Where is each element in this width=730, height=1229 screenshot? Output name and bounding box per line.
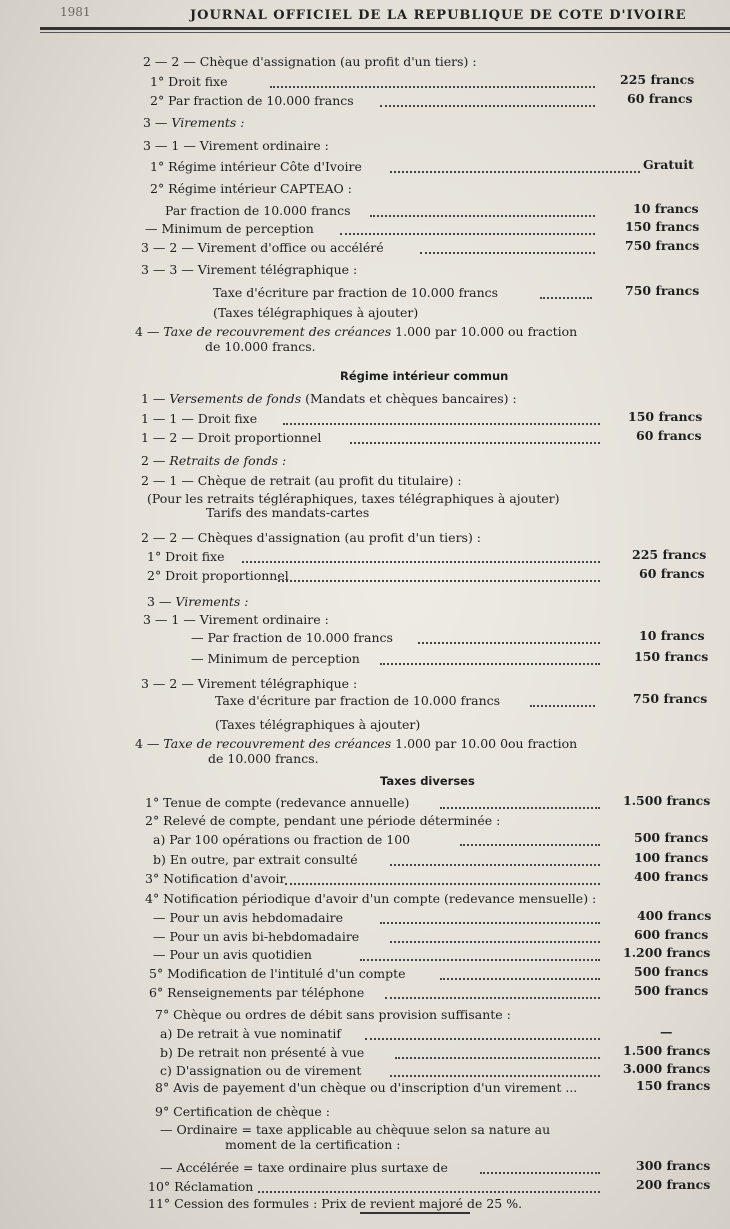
tariff-line [215, 717, 420, 732]
line-italic-text: Taxe de recouvrement des créances [163, 324, 392, 339]
header-rule-thin [40, 32, 730, 33]
line-text: 2° Droit proportionnel [147, 568, 289, 583]
line-text: — Pour un avis bi-hebdomadaire [153, 929, 360, 944]
tariff-value: 400 francs [637, 908, 712, 923]
leader-dots [390, 1073, 600, 1077]
tariff-value: 100 francs [634, 850, 709, 865]
line-text: 4 — [135, 324, 164, 339]
tariff-value: — [660, 1024, 673, 1039]
tariff-line [141, 411, 257, 426]
line-text: 7° Chèque ou ordres de débit sans provision suffisante : [155, 1007, 511, 1022]
leader-dots [480, 1170, 600, 1174]
tariff-value: 500 francs [634, 964, 709, 979]
line-italic-text: Virements : [175, 594, 249, 609]
tariff-value: 1.200 francs [623, 945, 711, 960]
line-text: 8° Avis de payement d'un chèque ou d'inscription d'un virement ... [155, 1080, 578, 1095]
tariff-line [147, 491, 559, 506]
tariff-line [143, 612, 329, 627]
tariff-value: 10 francs [639, 628, 705, 643]
tariff-line [141, 240, 384, 255]
line-text: Taxe d'écriture par fraction de 10.000 francs [213, 285, 499, 300]
tariff-value: 1.500 francs [623, 793, 711, 808]
line-text: 9° Certification de chèque : [155, 1104, 330, 1119]
leader-dots [395, 1055, 600, 1059]
line-text: 3 — [143, 115, 172, 130]
line-text: 2 — 1 — Chèque de retrait (au profit du titulaire) : [141, 473, 462, 488]
tariff-line [149, 966, 406, 981]
line-text: 2 — 2 — Chèque d'assignation (au profit d'un tiers) : [143, 54, 477, 69]
section-title-regime-interieur-commun: Régime intérieur commun [340, 369, 509, 383]
footer-rule [360, 1212, 470, 1214]
tariff-line [160, 1026, 341, 1041]
tariff-value: 60 francs [627, 91, 693, 106]
leader-dots [540, 295, 592, 299]
leader-dots [340, 231, 595, 235]
tariff-line [143, 54, 477, 69]
tariff-line [160, 1122, 550, 1137]
tariff-value: 150 francs [625, 219, 700, 234]
tariff-line [150, 181, 352, 196]
line-text: 1 — 1 — Droit fixe [141, 411, 258, 426]
tariff-line [153, 910, 343, 925]
tariff-line [141, 676, 357, 691]
tariff-line [150, 159, 362, 174]
tariff-line [191, 651, 360, 666]
line-text: — Minimum de perception [191, 651, 360, 666]
leader-dots [350, 440, 600, 444]
tariff-line [155, 1080, 577, 1095]
line-text: (Taxes télégraphiques à ajouter) [213, 305, 419, 320]
leader-dots [380, 103, 595, 107]
leader-dots [390, 169, 640, 173]
tariff-line [153, 947, 312, 962]
line-text: 4 — [135, 736, 164, 751]
tariff-line [135, 324, 577, 339]
tariff-line [148, 1196, 522, 1211]
tariff-line [143, 138, 329, 153]
line-text: 3° Notification d'avoir [145, 871, 286, 886]
line-text: 3 — [147, 594, 176, 609]
line-text: 2 — [141, 453, 170, 468]
header-title: JOURNAL OFFICIEL DE LA REPUBLIQUE DE COTE D'IVOIRE [190, 8, 687, 23]
leader-dots [420, 250, 595, 254]
tariff-line [148, 1179, 253, 1194]
tariff-value: 750 francs [633, 691, 708, 706]
tariff-line [165, 203, 350, 218]
line-text-continued: 1.000 par 10.000 ou fraction [391, 324, 578, 339]
tariff-line [155, 1104, 330, 1119]
line-text: c) D'assignation ou de virement [160, 1063, 362, 1078]
tariff-line [147, 594, 249, 609]
leader-dots [270, 84, 595, 88]
leader-dots [380, 661, 600, 665]
tariff-value: 200 francs [636, 1177, 711, 1192]
tariff-value: 750 francs [625, 238, 700, 253]
tariff-line [191, 630, 393, 645]
line-text: 10° Réclamation [148, 1179, 254, 1194]
line-text: 1° Régime intérieur Côte d'Ivoire [150, 159, 362, 174]
header-year: 1981 [60, 5, 91, 19]
leader-dots [380, 920, 600, 924]
line-text: de 10.000 francs. [205, 339, 316, 354]
line-italic-text: Taxe de recouvrement des créances [163, 736, 392, 751]
line-text: 1 — [141, 391, 170, 406]
tariff-value: 400 francs [634, 869, 709, 884]
leader-dots [390, 862, 600, 866]
tariff-line [208, 751, 319, 766]
tariff-line [160, 1045, 364, 1060]
line-text: moment de la certification : [225, 1137, 401, 1152]
line-text: 1° Droit fixe [150, 74, 228, 89]
tariff-line [141, 453, 286, 468]
line-text: 1° Droit fixe [147, 549, 225, 564]
tariff-line [205, 339, 316, 354]
line-text: — Minimum de perception [145, 221, 314, 236]
tariff-line [215, 693, 500, 708]
tariff-value: 60 francs [636, 428, 702, 443]
line-text: Par fraction de 10.000 francs [165, 203, 351, 218]
line-text: 3 — 3 — Virement télégraphique : [141, 262, 358, 277]
tariff-line [145, 813, 500, 828]
tariff-line [141, 430, 321, 445]
line-text-continued: 1.000 par 10.00 0ou fraction [391, 736, 578, 751]
header-rule [40, 27, 730, 30]
tariff-line [141, 391, 517, 406]
line-text: — Accélérée = taxe ordinaire plus surtaxe de [160, 1160, 448, 1175]
tariff-value: 3.000 francs [623, 1061, 711, 1076]
tariff-line [141, 473, 462, 488]
tariff-value: 225 francs [632, 547, 707, 562]
line-text: 3 — 1 — Virement ordinaire : [143, 138, 329, 153]
tariff-line [160, 1063, 361, 1078]
tariff-value: 150 francs [628, 409, 703, 424]
line-text: b) De retrait non présenté à vue [160, 1045, 365, 1060]
line-text: 3 — 2 — Virement d'office ou accéléré [141, 240, 384, 255]
leader-dots [440, 805, 600, 809]
line-text: 3 — 2 — Virement télégraphique : [141, 676, 358, 691]
tariff-value: 1.500 francs [623, 1043, 711, 1058]
leader-dots [258, 1189, 600, 1193]
tariff-value: 60 francs [639, 566, 705, 581]
line-text: a) Par 100 opérations ou fraction de 100 [153, 832, 411, 847]
line-text: — Par fraction de 10.000 francs [191, 630, 393, 645]
line-text: 1° Tenue de compte (redevance annuelle) [145, 795, 410, 810]
line-text: Tarifs des mandats-cartes [206, 505, 370, 520]
line-italic-text: Retraits de fonds : [169, 453, 287, 468]
tariff-line [145, 795, 409, 810]
line-text: 11° Cession des formules : Prix de revient majoré de 25 %. [148, 1196, 523, 1211]
tariff-line [135, 736, 577, 751]
line-text: 3 — 1 — Virement ordinaire : [143, 612, 329, 627]
tariff-line [153, 832, 410, 847]
tariff-value: 500 francs [634, 983, 709, 998]
tariff-line [150, 93, 354, 108]
line-text: 5° Modification de l'intitulé d'un compte [149, 966, 406, 981]
line-text-continued: (Mandats et chèques bancaires) : [301, 391, 517, 406]
line-text: — Ordinaire = taxe applicable au chèquue selon sa nature au [160, 1122, 551, 1137]
leader-dots [285, 881, 600, 885]
line-text: — Pour un avis hebdomadaire [153, 910, 343, 925]
tariff-value: 150 francs [636, 1078, 711, 1093]
tariff-line [213, 285, 498, 300]
tariff-line [149, 985, 364, 1000]
leader-dots [370, 213, 595, 217]
tariff-line [147, 568, 289, 583]
leader-dots [385, 995, 600, 999]
leader-dots [242, 559, 600, 563]
tariff-line [153, 852, 358, 867]
line-text: de 10.000 francs. [208, 751, 319, 766]
line-text: (Taxes télégraphiques à ajouter) [215, 717, 421, 732]
tariff-line [145, 871, 285, 886]
line-italic-text: Versements de fonds [169, 391, 302, 406]
line-text: 2° Relevé de compte, pendant une période déterminée : [145, 813, 501, 828]
leader-dots [283, 421, 600, 425]
tariff-line [225, 1137, 400, 1152]
line-text: Taxe d'écriture par fraction de 10.000 francs [215, 693, 501, 708]
tariff-value: 150 francs [634, 649, 709, 664]
leader-dots [418, 640, 600, 644]
leader-dots [460, 842, 600, 846]
tariff-line [150, 74, 227, 89]
leader-dots [390, 939, 600, 943]
tariff-line [153, 929, 359, 944]
tariff-line [147, 549, 224, 564]
tariff-value: 750 francs [625, 283, 700, 298]
section-title-taxes-diverses: Taxes diverses [380, 774, 475, 788]
line-text: (Pour les retraits tégléraphiques, taxes télégraphiques à ajouter) [147, 491, 560, 506]
line-text: 4° Notification périodique d'avoir d'un compte (redevance mensuelle) : [145, 891, 597, 906]
tariff-line [145, 891, 596, 906]
line-text: 1 — 2 — Droit proportionnel [141, 430, 322, 445]
tariff-value: 500 francs [634, 830, 709, 845]
line-text: b) En outre, par extrait consulté [153, 852, 358, 867]
leader-dots [365, 1036, 600, 1040]
line-text: 6° Renseignements par téléphone [149, 985, 365, 1000]
tariff-line [206, 505, 369, 520]
tariff-value: 225 francs [620, 72, 695, 87]
tariff-line [160, 1160, 448, 1175]
tariff-line [141, 530, 481, 545]
line-text: 2° Régime intérieur CAPTEAO : [150, 181, 352, 196]
line-text: — Pour un avis quotidien [153, 947, 312, 962]
leader-dots [278, 578, 600, 582]
tariff-line [141, 262, 357, 277]
tariff-line [143, 115, 245, 130]
line-text: 2 — 2 — Chèques d'assignation (au profit d'un tiers) : [141, 530, 482, 545]
tariff-line [155, 1007, 511, 1022]
line-text: a) De retrait à vue nominatif [160, 1026, 341, 1041]
tariff-line [213, 305, 418, 320]
line-text: 2° Par fraction de 10.000 francs [150, 93, 354, 108]
tariff-value: Gratuit [643, 157, 694, 172]
line-italic-text: Virements : [171, 115, 245, 130]
leader-dots [530, 703, 595, 707]
leader-dots [360, 957, 600, 961]
tariff-value: 600 francs [634, 927, 709, 942]
leader-dots [440, 976, 600, 980]
tariff-value: 10 francs [633, 201, 699, 216]
tariff-value: 300 francs [636, 1158, 711, 1173]
tariff-line [145, 221, 314, 236]
